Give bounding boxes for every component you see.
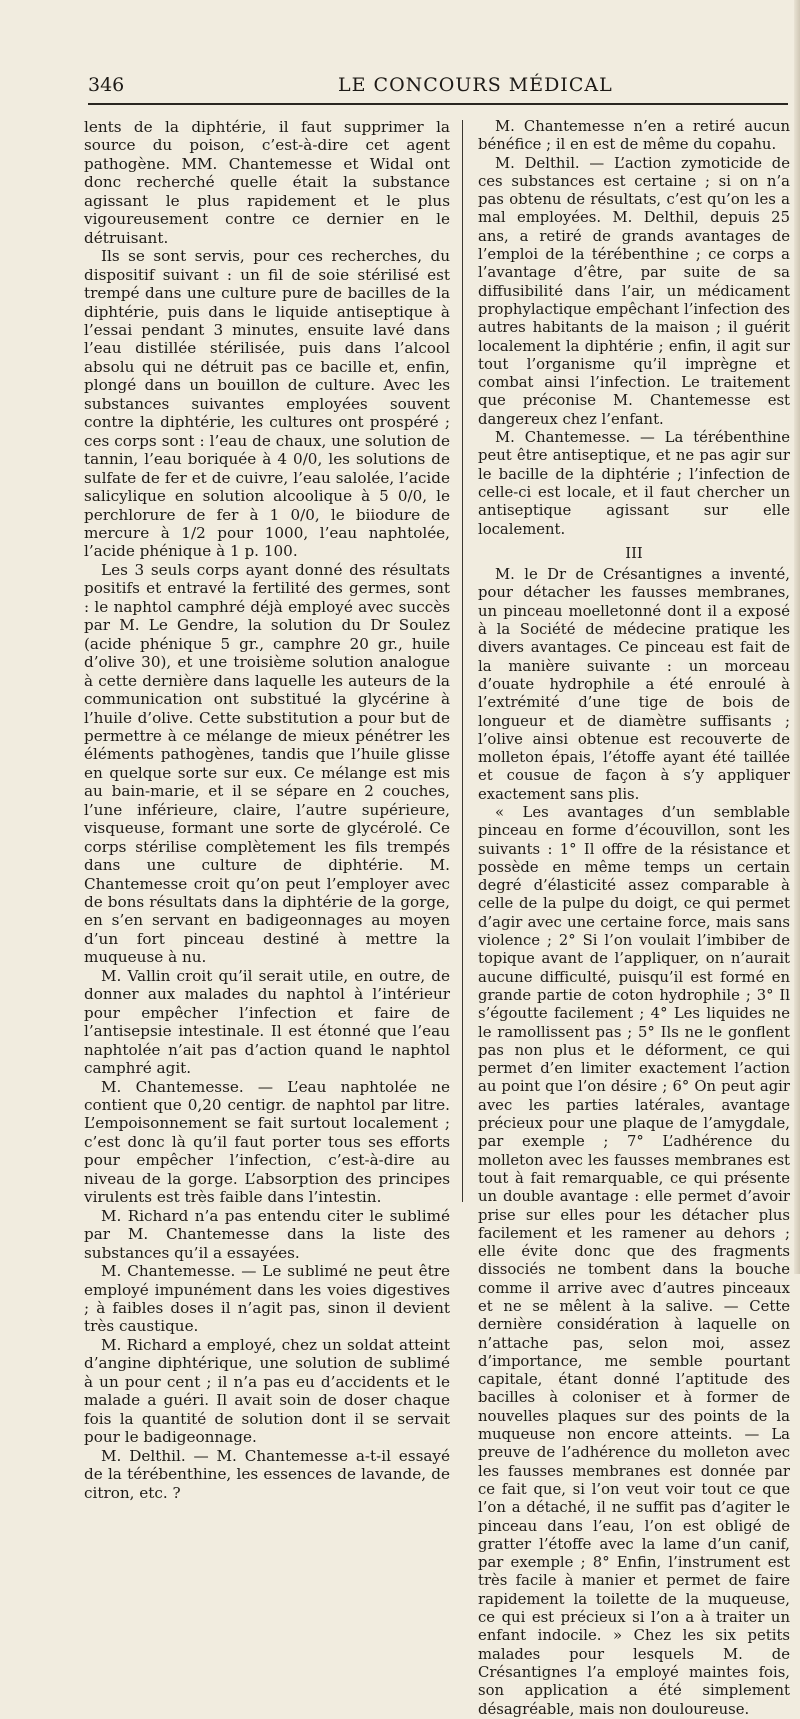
- section-heading: III: [625, 544, 643, 562]
- page-number: 346: [88, 74, 125, 96]
- paragraph: M. Chantemesse. — La térébenthine peut être antiseptique, et ne pas agir sur le bacille de la diphtérie ; l’infection de celle-ci est locale, et il faut chercher un antiseptique agissant sur elle localement.: [478, 429, 790, 538]
- paragraph: M. Chantemesse. — Le sublimé ne peut être employé impunément dans les voies digestives ; à faibles doses il n’agit pas, sinon il devient très caustique.: [84, 1262, 450, 1336]
- paragraph: lents de la diphtérie, il faut supprimer la source du poison, c’est-à-dire cet agent pathogène. MM. Chantemesse et Widal ont donc recherché quelle était la substance agissant le plus rapidement et le plus vigoureusement contre ce dernier en le détruisant.: [84, 118, 450, 247]
- page-edge: [794, 0, 800, 1274]
- left-column: [84, 118, 450, 1502]
- paragraph: M. Delthil. — M. Chantemesse a-t-il essayé de la térébenthine, les essences de lavande, de citron, etc. ?: [84, 1446, 450, 1502]
- paragraph: M. Delthil. — L’action zymoticide de ces substances est certaine ; si on n’a pas obtenu de résultats, c’est qu’on les a mal employées. M. Delthil, depuis 25 ans, a retiré de grands avantages de l’emploi de la térébenthine ; ce corps a l’avantage d’être, par suite de sa diffusibilité dans l’air, un médicament prophylactique empêchant l’infection des autres habitants de la maison ; il guérit localement la diphtérie ; enfin, il agit sur tout l’organisme qu’il imprègne et combat ainsi l’infection. Le traitement que préconise M. Chantemesse est dangereux chez l’enfant.: [478, 154, 790, 428]
- paragraph: M. Chantemesse. — L’eau naphtolée ne contient que 0,20 centigr. de naphtol par litre. L’empoisonnement se fait surtout localement ; c’est donc là qu’il faut porter tous ses efforts pour empêcher l’infection, c’est-à-dire au niveau de la gorge. L’absorption des principes virulents est très faible dans l’intestin.: [84, 1077, 450, 1207]
- paragraph: M. Vallin croit qu’il serait utile, en outre, de donner aux malades du naphtol à l’intérieur pour empêcher l’infection et faire de l’antisepsie intestinale. Il est étonné que l’eau naphtolée n’ait pas d’action quand le naphtol camphré agit.: [84, 966, 450, 1078]
- paragraph: M. Richard n’a pas entendu citer le sublimé par M. Chantemesse dans la liste des substances qu’il a essayées.: [84, 1206, 450, 1262]
- paragraph: « Les avantages d’un semblable pinceau en forme d’écouvillon, sont les suivants : 1° Il offre de la résistance et possède en même temps un certain degré d’élasticité assez comparable à celle de la pulpe du doigt, ce qui permet d’agir avec une certaine force, mais sans violence ; 2° Si l’on voulait l’imbiber de topique avant de l’appliquer, on n’aurait aucune difficulté, puisqu’il est formé en grande partie de coton hydrophile ; 3° Il s’égoutte facilement ; 4° Les liquides ne le ramollissent pas ; 5° Ils ne le gonflent pas non plus et le déforment, ce qui permet d’en limiter exactement l’action au point que l’on désire ; 6° On peut agir avec les parties latérales, avantage précieux pour une plaque de l’amygdale, par exemple ; 7° L’adhérence du molleton avec les fausses membranes est tout à fait remarquable, ce qui présente un double avantage : elle permet d’avoir prise sur elles pour les détacher plus facilement et les ramener au dehors ; elle évite donc que des fragments dissociés ne tombent dans la bouche comme il arrive avec d’autres pinceaux et ne se mêlent à la salive. — Cette dernière considération à laquelle on n’attache pas, selon moi, assez d’importance, me semble pourtant capitale, étant donné l’aptitude des bacilles à coloniser et à former de nouvelles plaques sur des points de la muqueuse non encore atteints. — La preuve de l’adhérence du molleton avec les fausses membranes est donnée par ce fait que, si l’on veut voir tout ce que l’on a détaché, il ne suffit pas d’agiter le pinceau dans l’eau, l’on est obligé de gratter l’étoffe avec la lame d’un canif, par exemple ; 8° Enfin, l’instrument est très facile à manier et permet de faire rapidement la toilette de la muqueuse, ce qui est précieux si l’on a à traiter un enfant indocile. » Chez les six petits malades pour lesquels M. de Crésantignes l’a employé maintes fois, son application a été simplement désagréable, mais non douloureuse.: [478, 803, 790, 1718]
- column-divider: [462, 120, 463, 1202]
- paragraph: M. le Dr de Crésantignes a inventé, pour détacher les fausses membranes, un pinceau moelletonné dont il a exposé à la Société de médecine pratique les divers avantages. Ce pinceau est fait de la manière suivante : un morceau d’ouate hydrophile a été enroulé à l’extrémité d’une tige de bois de longueur et de diamètre suffisants ; l’olive ainsi obtenue est recouverte de molleton épais, l’étoffe ayant été taillée et cousue de façon à s’y appliquer exactement sans plis.: [478, 566, 790, 803]
- paragraph: Les 3 seuls corps ayant donné des résultats positifs et entravé la fertilité des germes, sont : le naphtol camphré déjà employé avec succès par M. Le Gendre, la solution du Dr Soulez (acide phénique 5 gr., camphre 20 gr., huile d’olive 30), et une troisième solution analogue à cette dernière dans laquelle les auteurs de la communication ont substitué la glycérine à l’huile d’olive. Cette substitution a pour but de permettre à ce mélange de mieux pénétrer les éléments pathogènes, tandis que l’huile glisse en quelque sorte sur eux. Ce mélange est mis au bain-marie, et il se sépare en 2 couches, l’une inférieure, claire, l’autre supérieure, visqueuse, formant une sorte de glycérolé. Ce corps stérilise complètement les fils trempés dans une culture de diphtérie. M. Chantemesse croit qu’on peut l’employer avec de bons résultats dans la diphtérie de la gorge, en s’en servant en badigeonnages au moyen d’un fort pinceau destiné à mettre la muqueuse à nu.: [84, 560, 450, 967]
- right-column: [478, 118, 790, 1719]
- header-rule: [88, 103, 788, 105]
- journal-title: LE CONCOURS MÉDICAL: [338, 74, 613, 96]
- paragraph: M. Richard a employé, chez un soldat atteint d’angine diphtérique, une solution de sublimé à un pour cent ; il n’a pas eu d’accidents et le malade a guéri. Il avait soin de doser chaque fois la quantité de solution dont il se servait pour le badigeonnage.: [84, 1335, 450, 1447]
- page-header: [88, 74, 788, 102]
- paragraph: Ils se sont servis, pour ces recherches, du dispositif suivant : un fil de soie stérilisé est trempé dans une culture pure de bacilles de la diphtérie, puis dans le liquide antiseptique à l’essai pendant 3 minutes, ensuite lavé dans l’eau distillée stérilisée, puis dans l’alcool absolu qui ne détruit pas ce bacille et, enfin, plongé dans un bouillon de culture. Avec les substances suivantes employées souvent contre la diphtérie, les cultures ont prospéré ; ces corps sont : l’eau de chaux, une solution de tannin, l’eau boriquée à 4 0/0, les solutions de sulfate de fer et de cuivre, l’eau salolée, l’acide salicylique en solution alcoolique à 5 0/0, le perchlorure de fer à 1 0/0, le biiodure de mercure à 1/2 pour 1000, l’eau naphtolée, l’acide phénique à 1 p. 100.: [84, 247, 450, 561]
- paragraph: M. Chantemesse n’en a retiré aucun bénéfice ; il en est de même du copahu.: [478, 118, 790, 154]
